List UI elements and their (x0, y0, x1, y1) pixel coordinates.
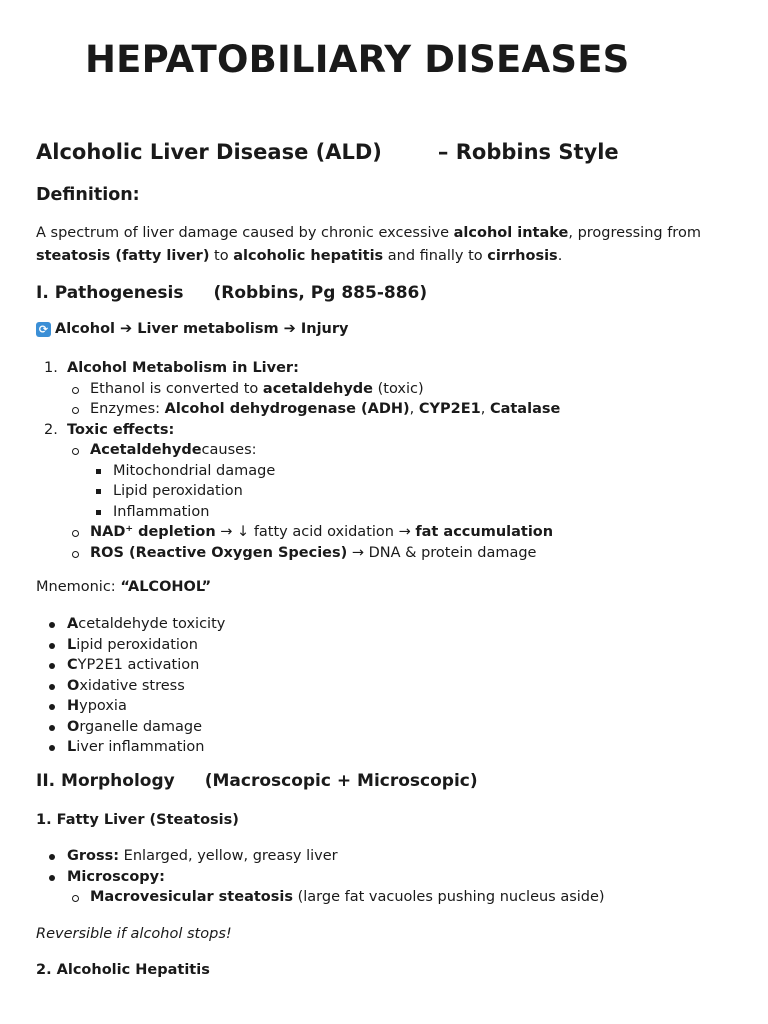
mnemonic-rest: cetaldehyde toxicity (78, 616, 226, 632)
definition-bold-4: cirrhosis (487, 248, 558, 264)
morphology-heading-left: II. Morphology (36, 771, 175, 791)
definition-text-1: A spectrum of liver damage caused by chronic excessive (36, 225, 454, 241)
morphology-heading (36, 771, 736, 791)
pathogenesis-flow-text: Alcohol ➔ Liver metabolism ➔ Injury (55, 321, 349, 337)
list-bold: ROS (Reactive Oxygen Species) (90, 544, 348, 561)
cycle-arrows-icon: ⟳ (36, 322, 51, 337)
pathogenesis-heading-right: (Robbins, Pg 885-886) (213, 283, 428, 303)
definition-text-3: to (209, 248, 234, 264)
mnemonic-list (36, 614, 736, 758)
definition-bold-1: alcohol intake (453, 225, 569, 241)
fatty-liver-list (36, 846, 736, 908)
mnemonic-letter: L (67, 739, 77, 755)
list-item (36, 522, 736, 543)
list-number: 1. (44, 360, 58, 376)
list-text: → ↓ fatty acid oxidation → (215, 524, 416, 540)
list-text: causes: (201, 442, 257, 458)
fatty-liver-heading: 1. Fatty Liver (Steatosis) (36, 812, 239, 828)
list-item (36, 846, 736, 867)
list-bold: acetaldehyde (262, 380, 374, 397)
page-title: HEPATOBILIARY DISEASES (85, 38, 630, 81)
definition-text-5: . (557, 248, 563, 264)
mnemonic-rest: ipid peroxidation (76, 636, 198, 653)
mnemonic-label: Mnemonic: (36, 579, 121, 595)
list-text: (large fat vacuoles pushing nucleus aside) (293, 889, 605, 905)
list-item (36, 635, 736, 656)
list-bold: Alcohol dehydrogenase (ADH) (164, 401, 410, 417)
mnemonic-letter: A (67, 616, 79, 632)
list-item-label: Alcohol Metabolism in Liver: (67, 360, 299, 376)
mnemonic-letter: L (67, 636, 77, 653)
list-item (36, 676, 736, 697)
list-item (36, 543, 736, 564)
mnemonic-rest: ypoxia (79, 698, 127, 714)
list-bold: Macrovesicular steatosis (90, 889, 293, 905)
list-item-label: Toxic effects: (67, 421, 175, 438)
list-text: Enzymes: (90, 401, 165, 417)
list-text: Enlarged, yellow, greasy liver (119, 848, 338, 864)
pathogenesis-heading-left: I. Pathogenesis (36, 283, 184, 303)
definition-bold-3: alcoholic hepatitis (233, 248, 384, 264)
mnemonic-letter: C (67, 657, 78, 673)
section-heading-right: – Robbins Style (437, 140, 619, 164)
definition-text-4: and finally to (383, 248, 488, 264)
mnemonic-letter: O (67, 677, 80, 694)
definition-text (36, 222, 716, 268)
section-heading (36, 140, 736, 164)
list-bold: Microscopy: (67, 868, 165, 885)
list-item (36, 655, 736, 676)
pathogenesis-heading (36, 283, 736, 303)
list-bold: Acetaldehyde (90, 442, 202, 458)
section-heading-left: Alcoholic Liver Disease (ALD) (36, 140, 382, 164)
mnemonic-rest: YP2E1 activation (77, 657, 200, 673)
definition-heading: Definition: (36, 185, 140, 205)
list-item (36, 887, 736, 908)
definition-text-2: , progressing from (568, 225, 701, 241)
list-item (36, 717, 736, 738)
list-bold: NAD⁺ depletion (90, 524, 216, 540)
list-item (36, 737, 736, 758)
list-text: (toxic) (373, 380, 424, 397)
list-item (36, 440, 736, 522)
mnemonic-line (36, 576, 736, 599)
alcoholic-hepatitis-heading: 2. Alcoholic Hepatitis (36, 962, 210, 978)
mnemonic-letter: H (67, 698, 80, 714)
mnemonic-rest: iver inflammation (76, 739, 205, 755)
list-text: → DNA & protein damage (347, 544, 537, 561)
list-item (36, 696, 736, 717)
list-number: 2. (44, 421, 58, 438)
list-item (36, 614, 736, 635)
list-text: , (480, 401, 490, 417)
list-item (36, 358, 736, 420)
definition-bold-2: steatosis (fatty liver) (36, 248, 210, 264)
list-bold: Catalase (489, 401, 561, 417)
list-item: Lipid peroxidation (36, 481, 736, 502)
list-text: Ethanol is converted to (90, 380, 263, 397)
pathogenesis-flow (36, 321, 736, 337)
pathogenesis-list (36, 358, 736, 563)
list-item (36, 420, 736, 564)
mnemonic-letter: O (67, 718, 80, 735)
mnemonic-rest: xidative stress (79, 677, 185, 694)
list-item (36, 867, 736, 908)
list-item (36, 379, 736, 400)
list-item: Mitochondrial damage (36, 461, 736, 482)
list-item (36, 399, 736, 420)
mnemonic-rest: rganelle damage (79, 718, 203, 735)
list-bold: Gross: (67, 848, 120, 864)
list-item: Inflammation (36, 502, 736, 523)
mnemonic-word: “ALCOHOL” (120, 579, 212, 595)
list-bold: fat accumulation (415, 524, 554, 540)
reversible-note: Reversible if alcohol stops! (36, 926, 232, 942)
list-bold: CYP2E1 (418, 401, 481, 417)
list-text: , (409, 401, 419, 417)
morphology-heading-right: (Macroscopic + Microscopic) (204, 771, 478, 791)
